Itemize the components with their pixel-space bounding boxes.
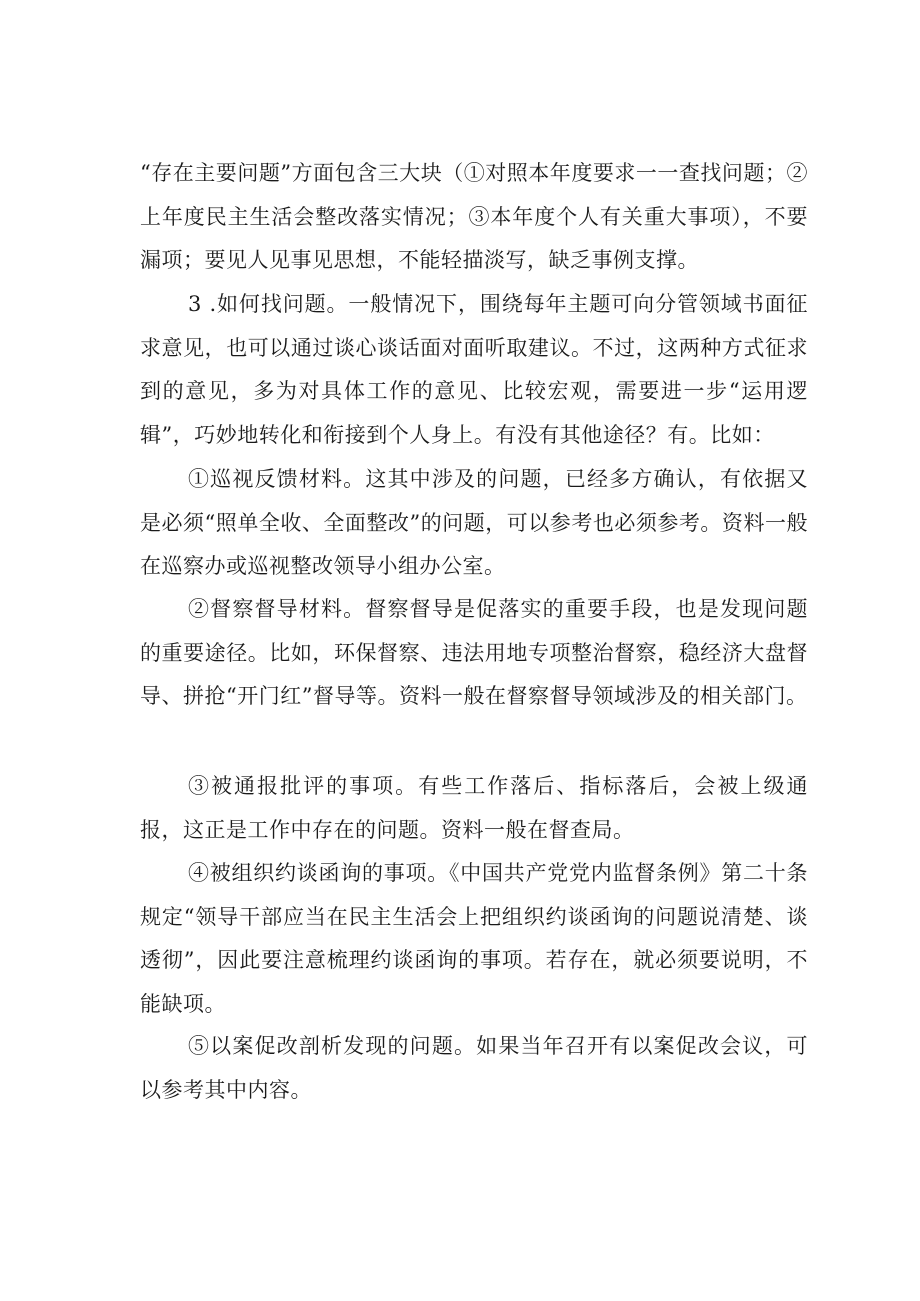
paragraph-criticized-items: ③被通报批评的事项。有些工作落后、指标落后，会被上级通报，这正是工作中存在的问题。资料一般在督查局。 — [140, 774, 808, 842]
paragraph-main-problems: “存在主要问题”方面包含三大块（①对照本年度要求一一查找问题；②上年度民主生活会整改落实情况；③本年度个人有关重大事项），不要漏项；要见人见事见思想，不能轻描淡写，缺乏事例支撑。 — [140, 161, 808, 272]
paragraph-supervision-materials: ②督察督导材料。督察督导是促落实的重要手段，也是发现问题的重要途径。比如，环保督察、违法用地专项整治督察，稳经济大盘督导、拼抢“开门红”督导等。资料一般在督察督导领域涉及的相关部门。 — [140, 597, 808, 708]
paragraph-interview-inquiry-items: ④被组织约谈函询的事项。《中国共产党党内监督条例》第二十条规定“领导干部应当在民主生活会上把组织约谈函询的问题说清楚、谈透彻”，因此要注意梳理约谈函询的事项。若存在，就必须要说明，不能缺项。 — [140, 861, 808, 1016]
paragraph-case-reform-problems: ⑤以案促改剖析发现的问题。如果当年召开有以案促改会议，可以参考其中内容。 — [140, 1034, 808, 1102]
paragraph-how-to-find-problems: 3 .如何找问题。一般情况下，围绕每年主题可向分管领域书面征求意见，也可以通过谈心谈话面对面听取建议。不过，这两种方式征求到的意见，多为对具体工作的意见、比较宏观，需要进一步“运用逻辑”，巧妙地转化和衔接到个人身上。有没有其他途径？有。比如： — [140, 292, 808, 447]
paragraph-inspection-feedback: ①巡视反馈材料。这其中涉及的问题，已经多方确认，有依据又是必须“照单全收、全面整改”的问题，可以参考也必须参考。资料一般在巡察办或巡视整改领导小组办公室。 — [140, 467, 808, 578]
